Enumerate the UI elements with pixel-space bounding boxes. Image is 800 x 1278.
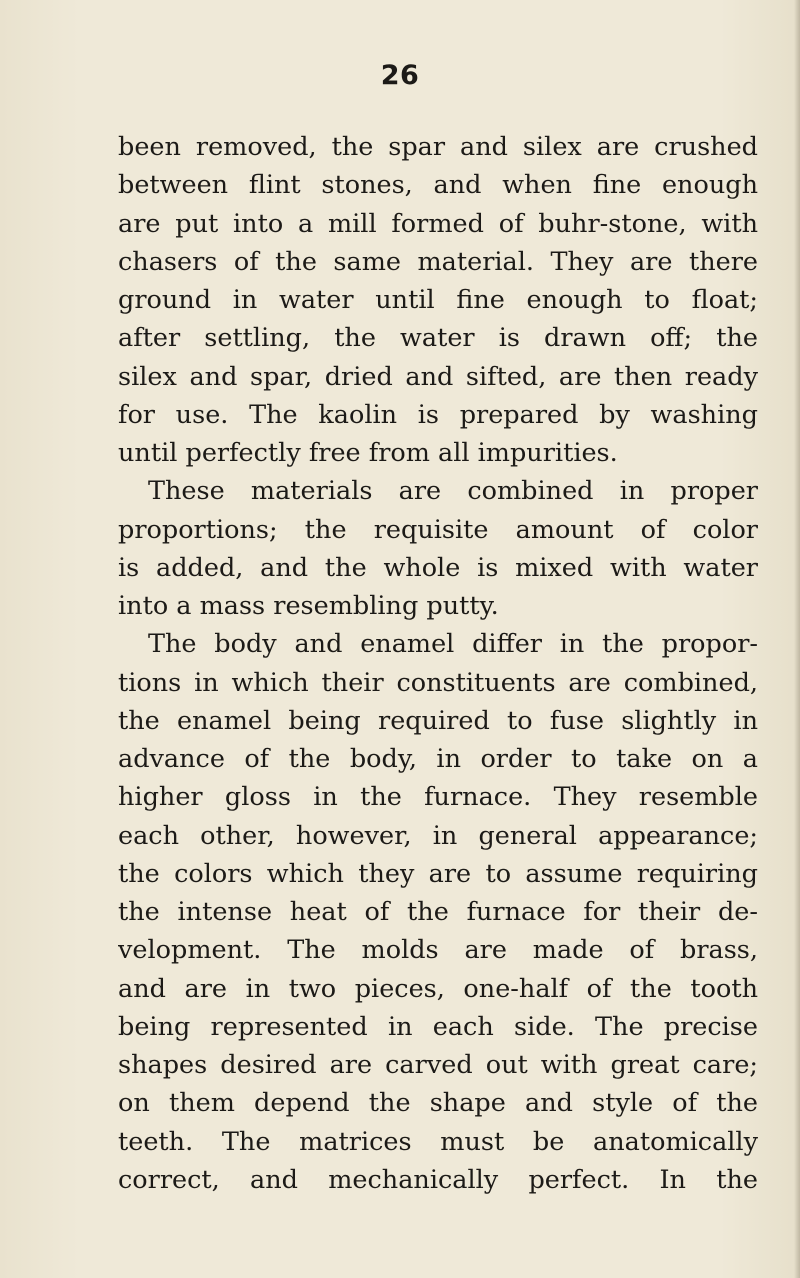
text-line: between flint stones, and when fine enough: [118, 170, 758, 201]
text-line: until perfectly free from all impurities.: [118, 438, 618, 468]
text-line: being represented in each side. The precise: [118, 1011, 758, 1042]
text-line: teeth. The matrices must be anatomically: [118, 1126, 758, 1157]
text-line: are put into a mill formed of buhr-stone, with: [118, 208, 758, 239]
page-edge-shadow: [794, 0, 800, 1278]
text-line: and are in two pieces, one-half of the tooth: [118, 973, 758, 1004]
text-line: after settling, the water is drawn off; the: [118, 323, 758, 354]
text-line: been removed, the spar and silex are crushed: [118, 132, 758, 162]
text-line: for use. The kaolin is prepared by washing: [118, 399, 758, 430]
body-text: [118, 128, 758, 1199]
text-line: These materials are combined in proper: [148, 476, 758, 507]
text-line: the colors which they are to assume requiring: [118, 858, 758, 889]
text-line: higher gloss in the furnace. They resemble: [118, 782, 758, 813]
text-line: The body and enamel differ in the propor-: [148, 629, 758, 660]
text-line: each other, however, in general appearance;: [118, 820, 758, 851]
text-line: proportions; the requisite amount of color: [118, 514, 758, 545]
text-line: correct, and mechanically perfect. In the: [118, 1164, 758, 1195]
text-line: ground in water until fine enough to float;: [118, 285, 758, 315]
text-line: tions in which their constituents are combined,: [118, 667, 758, 698]
text-line: shapes desired are carved out with great care;: [118, 1050, 758, 1080]
page-number: 26: [380, 60, 420, 91]
text-line: the intense heat of the furnace for their de-: [118, 897, 758, 927]
text-line: advance of the body, in order to take on a: [118, 744, 758, 774]
text-line: the enamel being required to fuse slightly in: [118, 705, 758, 736]
text-line: velopment. The molds are made of brass,: [118, 935, 758, 966]
text-line: silex and spar, dried and sifted, are then ready: [118, 361, 758, 392]
text-line: into a mass resembling putty.: [118, 591, 499, 621]
text-line: chasers of the same material. They are there: [118, 246, 758, 277]
text-line: is added, and the whole is mixed with water: [118, 552, 758, 583]
text-line: on them depend the shape and style of the: [118, 1088, 758, 1119]
